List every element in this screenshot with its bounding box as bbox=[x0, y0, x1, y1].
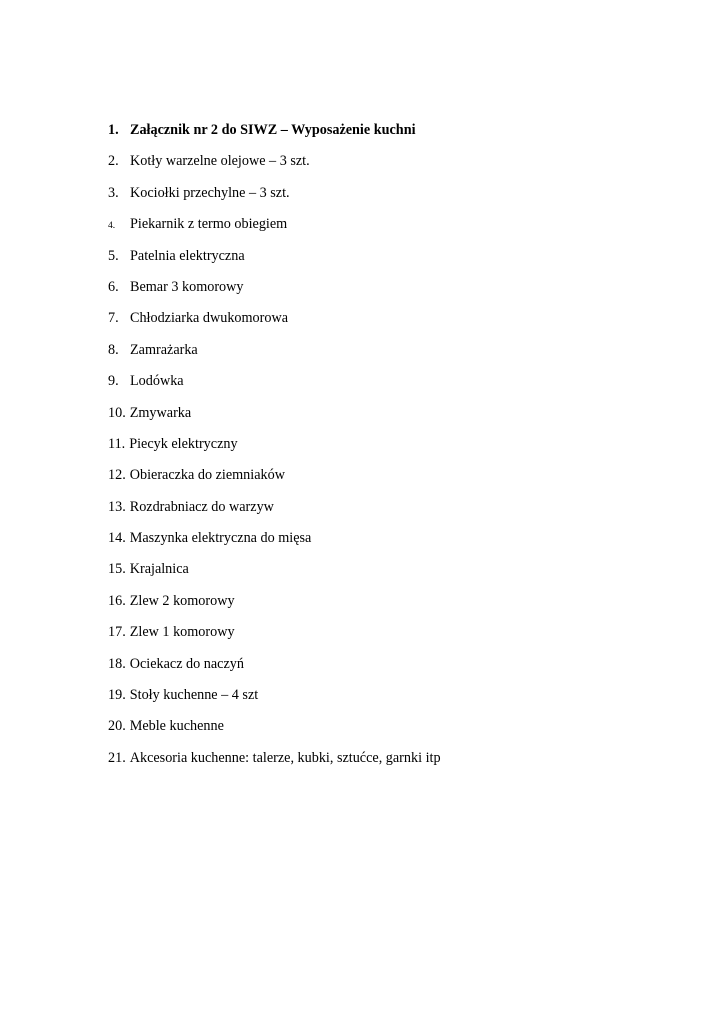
list-item bbox=[108, 403, 668, 434]
list-item-text: Chłodziarka dwukomorowa bbox=[130, 310, 288, 327]
list-item-number: 9. bbox=[108, 373, 119, 390]
list-item-number: 3. bbox=[108, 184, 119, 201]
list-item-heading bbox=[108, 120, 668, 151]
list-item bbox=[108, 214, 668, 245]
list-item-text: Zlew 1 komorowy bbox=[129, 624, 235, 641]
list-item-number: 1. bbox=[108, 122, 119, 138]
list-item-text: Piecyk elektryczny bbox=[129, 435, 238, 452]
list-item bbox=[108, 277, 668, 308]
list-item-number: 20. bbox=[108, 718, 126, 735]
list-item-text: Zmywarka bbox=[129, 404, 192, 421]
list-item bbox=[108, 559, 668, 590]
list-item bbox=[108, 528, 668, 559]
list-item-number: 12. bbox=[108, 467, 126, 484]
list-item bbox=[108, 591, 668, 622]
list-item-number: 18. bbox=[108, 655, 126, 672]
list-item-number: 2. bbox=[108, 153, 119, 170]
list-item bbox=[108, 434, 668, 465]
list-item bbox=[108, 308, 668, 339]
list-item-text: Akcesoria kuchenne: talerze, kubki, sztućce, garnki itp bbox=[129, 749, 441, 766]
numbered-list bbox=[108, 120, 668, 779]
list-item-text: Krajalnica bbox=[129, 561, 189, 578]
list-item-text: Meble kuchenne bbox=[129, 718, 224, 735]
list-item-number: 4. bbox=[108, 221, 116, 232]
list-item-text: Obieraczka do ziemniaków bbox=[129, 467, 285, 484]
list-item bbox=[108, 465, 668, 496]
list-item-text: Stoły kuchenne – 4 szt bbox=[129, 687, 259, 704]
list-item-number: 6. bbox=[108, 278, 119, 295]
list-item-text: Zamrażarka bbox=[130, 341, 198, 358]
list-item-number: 16. bbox=[108, 592, 126, 609]
list-item-text: Piekarnik z termo obiegiem bbox=[130, 216, 288, 233]
list-item bbox=[108, 748, 668, 779]
list-item-text: Maszynka elektryczna do mięsa bbox=[129, 530, 312, 547]
list-item-text: Patelnia elektryczna bbox=[130, 247, 245, 264]
list-item-text: Lodówka bbox=[130, 373, 184, 390]
list-item bbox=[108, 371, 668, 402]
list-item-text: Bemar 3 komorowy bbox=[130, 278, 244, 295]
list-item bbox=[108, 183, 668, 214]
list-item bbox=[108, 151, 668, 182]
list-item-number: 11. bbox=[108, 435, 126, 452]
list-item-number: 21. bbox=[108, 749, 126, 766]
list-item-number: 8. bbox=[108, 341, 119, 358]
list-item bbox=[108, 685, 668, 716]
list-item-number: 19. bbox=[108, 687, 126, 704]
list-item-number: 7. bbox=[108, 310, 119, 327]
list-item-number: 17. bbox=[108, 624, 126, 641]
list-item bbox=[108, 716, 668, 747]
list-item bbox=[108, 654, 668, 685]
list-item-number: 14. bbox=[108, 530, 126, 547]
list-item-text: Załącznik nr 2 do SIWZ – Wyposażenie kuchni bbox=[130, 122, 416, 138]
list-item-number: 15. bbox=[108, 561, 126, 578]
list-item-text: Zlew 2 komorowy bbox=[129, 592, 235, 609]
list-item-number: 13. bbox=[108, 498, 126, 515]
list-item-text: Kociołki przechylne – 3 szt. bbox=[130, 184, 290, 201]
list-item-number: 10. bbox=[108, 404, 126, 421]
list-item bbox=[108, 340, 668, 371]
list-item bbox=[108, 622, 668, 653]
list-item bbox=[108, 246, 668, 277]
list-item-text: Ociekacz do naczyń bbox=[129, 655, 244, 672]
list-item-number: 5. bbox=[108, 247, 119, 264]
list-item-text: Kotły warzelne olejowe – 3 szt. bbox=[130, 153, 310, 170]
list-item-text: Rozdrabniacz do warzyw bbox=[129, 498, 274, 515]
list-item bbox=[108, 497, 668, 528]
